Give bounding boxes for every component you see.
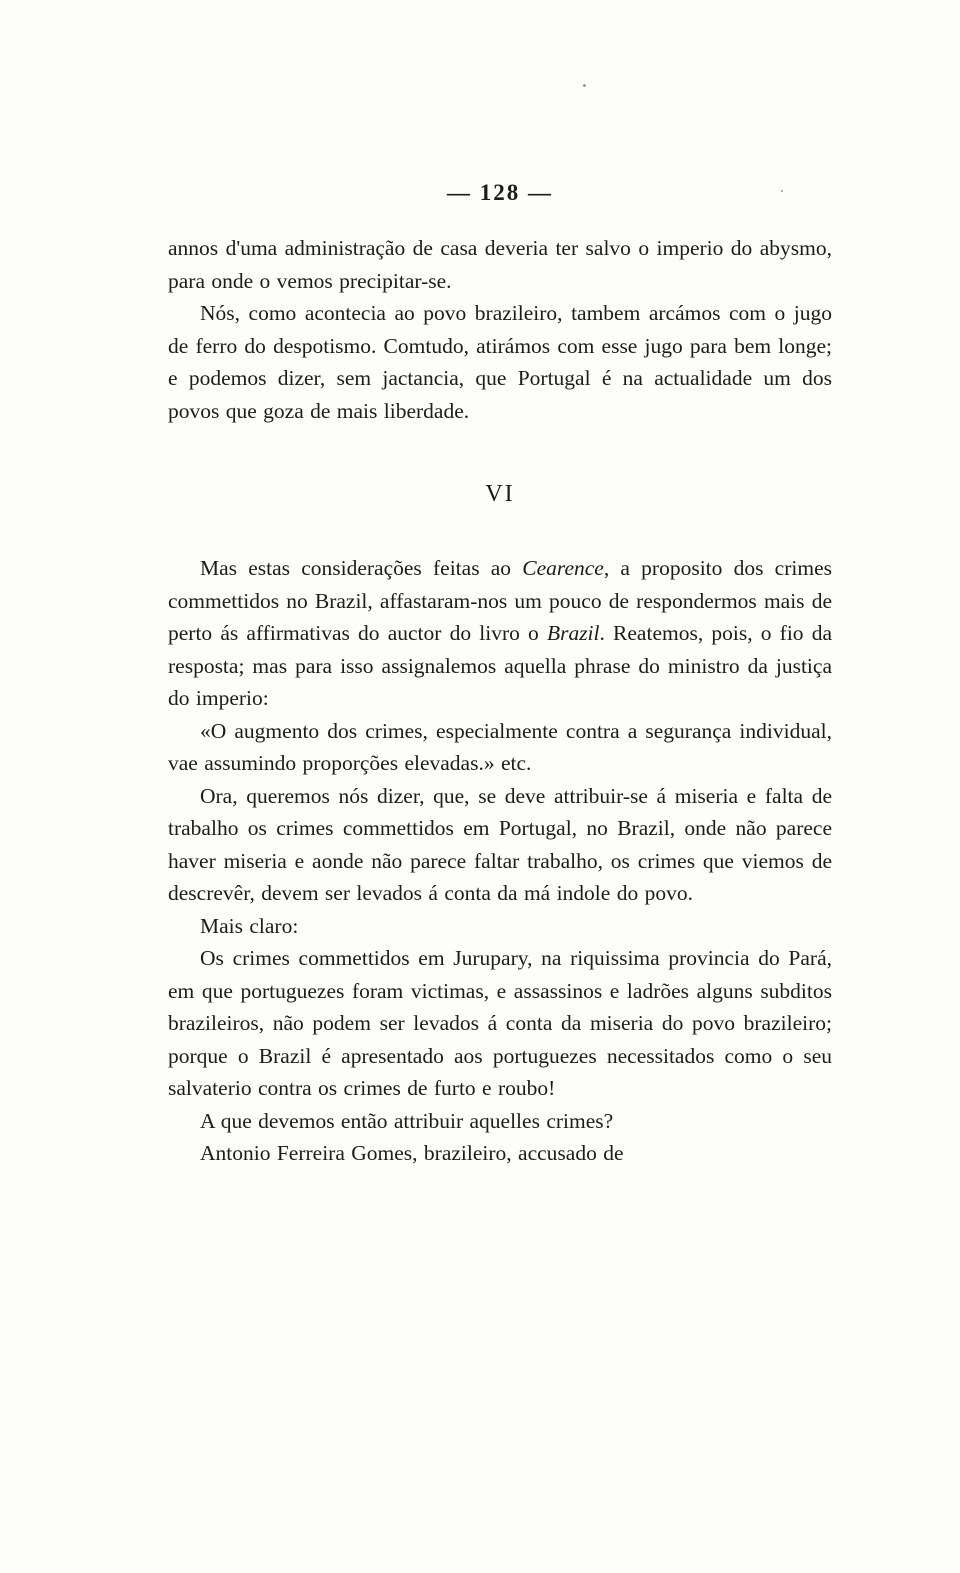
page-number: — 128 — bbox=[447, 180, 553, 205]
paragraph bbox=[168, 910, 832, 943]
text-segment: . Reatemos, pois, o fio da resposta; mas para isso assignalemos aquella phrase do ministro da justiça do imperio: bbox=[168, 621, 832, 710]
paragraph bbox=[168, 1137, 832, 1170]
text-segment: , a proposito dos crimes commettidos no Brazil, affastaram-nos um pouco de respondermos mais de perto ás affirmativas do auctor do livro o bbox=[168, 556, 832, 645]
page-content bbox=[168, 180, 832, 1170]
text-segment: Nós, como acontecia ao povo brazileiro, tambem arcámos com o jugo de ferro do despotismo. Comtudo, atirámos com esse jugo para bem longe; e podemos dizer, sem jactancia, que Portugal é na actualidade um dos povos que goza de mais liberdade. bbox=[168, 301, 832, 423]
paragraph bbox=[168, 780, 832, 910]
text-segment: Mas estas considerações feitas ao bbox=[200, 556, 523, 580]
text-segment: «O augmento dos crimes, especialmente contra a segurança individual, vae assumindo proporções elevadas.» etc. bbox=[168, 718, 832, 775]
paragraph bbox=[168, 715, 832, 780]
text-segment: A que devemos então attribuir aquelles crimes? bbox=[200, 1108, 614, 1133]
text-segment: Ora, queremos nós dizer, que, se deve attribuir-se á miseria e falta de trabalho os crimes commettidos em Portugal, no Brazil, onde não parece haver miseria e aonde não parece faltar trabalho, os crimes que viemos de descrevêr, devem ser levados á conta da má indole do povo. bbox=[168, 783, 832, 905]
italic-text: Brazil bbox=[546, 621, 600, 645]
text-segment: Antonio Ferreira Gomes, brazileiro, accusado de bbox=[200, 1141, 624, 1165]
scan-artifact-dot bbox=[583, 84, 586, 87]
paragraph bbox=[168, 297, 832, 427]
paragraph bbox=[168, 232, 832, 297]
text-segment: Mais claro: bbox=[200, 913, 299, 938]
italic-text: Cearence bbox=[522, 556, 604, 580]
paragraph bbox=[168, 552, 832, 715]
paragraph bbox=[168, 1105, 832, 1138]
text-sections bbox=[168, 232, 832, 1170]
paragraph bbox=[168, 942, 832, 1105]
text-segment: annos d'uma administração de casa deveria ter salvo o imperio do abysmo, para onde o vemos precipitar-se. bbox=[168, 236, 832, 293]
section-heading: VI bbox=[485, 481, 515, 507]
text-segment: Os crimes commettidos em Jurupary, na riquissima provincia do Pará, em que portuguezes foram victimas, e assassinos e ladrões alguns subditos brazileiros, não podem ser levados á conta da miseria do povo brazileiro; porque o Brazil é apresentado aos portuguezes necessitados como o seu salvaterio contra os crimes de furto e roubo! bbox=[168, 946, 832, 1100]
